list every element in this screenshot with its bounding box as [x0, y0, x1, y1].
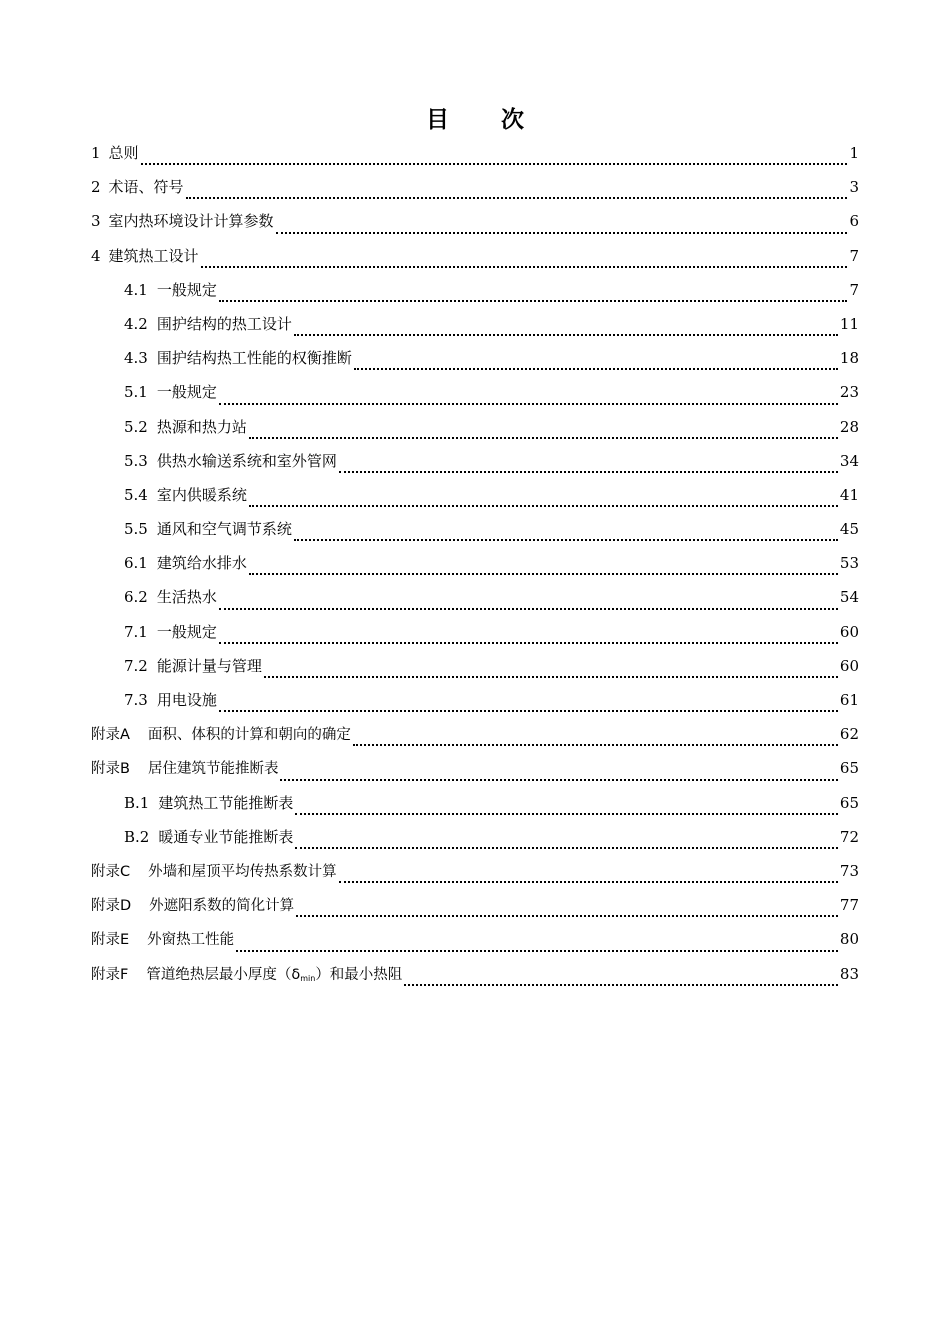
dot-leader — [141, 162, 848, 165]
toc-entry-page: 45 — [839, 520, 859, 539]
dot-leader — [294, 538, 838, 541]
toc-entry-page: 62 — [839, 725, 859, 744]
toc-entry-title: 一般规定 — [156, 622, 217, 641]
table-of-contents — [91, 140, 859, 995]
toc-entry-title: 总则 — [108, 144, 139, 162]
toc-entry[interactable] — [91, 448, 859, 482]
dot-leader — [219, 299, 848, 302]
toc-entry-title: 室内热环境设计计算参数 — [108, 212, 274, 231]
toc-entry-page: 28 — [839, 417, 859, 436]
toc-entry-page: 77 — [839, 896, 859, 915]
toc-entry-title: 居住建筑节能推断表 — [147, 761, 279, 778]
toc-entry-page: 6 — [849, 212, 859, 231]
toc-entry[interactable] — [91, 516, 859, 550]
toc-entry-title: 通风和空气调节系统 — [156, 520, 292, 539]
toc-entry[interactable] — [91, 892, 859, 926]
toc-entry[interactable] — [91, 824, 859, 858]
toc-entry-page: 80 — [839, 930, 859, 949]
toc-entry[interactable] — [91, 653, 859, 687]
dot-leader — [201, 265, 848, 268]
toc-entry-title: 建筑热工设计 — [108, 246, 199, 265]
toc-entry-number: 7.3 — [124, 691, 148, 709]
dot-leader — [353, 743, 838, 746]
toc-entry-number: 2 — [91, 178, 101, 197]
toc-entry-number: 附录B — [91, 761, 130, 778]
toc-entry-title: 建筑给水排水 — [156, 554, 247, 573]
toc-entry-number: B.1 — [124, 793, 150, 812]
toc-entry-title: 管道绝热层最小厚度$(\delta_{min})$和最小热阻 — [146, 966, 403, 983]
toc-entry-title: 围护结构热工性能的权衡推断 — [156, 349, 352, 368]
dot-leader — [339, 470, 838, 473]
toc-entry[interactable] — [91, 140, 859, 174]
dot-leader — [249, 504, 838, 507]
dot-leader — [354, 367, 838, 370]
dot-leader — [219, 402, 838, 405]
toc-entry[interactable] — [91, 619, 859, 653]
dot-leader — [295, 846, 838, 849]
dot-leader — [219, 709, 838, 712]
toc-entry-number: 5.5 — [124, 520, 148, 539]
toc-entry-title: 外墙和屋顶平均传热系数计算 — [148, 863, 337, 880]
toc-entry-page: 60 — [839, 622, 859, 641]
dot-leader — [219, 641, 838, 644]
toc-entry-number: 附录F — [91, 966, 129, 983]
toc-entry[interactable] — [91, 721, 859, 755]
toc-entry-number: 6.2 — [124, 588, 148, 607]
dot-leader — [296, 914, 838, 917]
toc-entry[interactable] — [91, 755, 859, 789]
page-title: 目 次 — [425, 107, 546, 133]
toc-entry-number: 附录D — [91, 898, 132, 915]
toc-entry-page: 73 — [839, 861, 859, 880]
dot-leader — [404, 983, 838, 986]
toc-entry[interactable] — [91, 926, 859, 960]
toc-entry-number: 5.4 — [124, 485, 148, 504]
dot-leader — [219, 607, 838, 610]
toc-entry-number: 6.1 — [124, 554, 148, 573]
toc-entry-page: 23 — [839, 383, 859, 402]
toc-entry-number: 3 — [91, 212, 101, 231]
toc-entry-title: 供热水输送系统和室外管网 — [156, 451, 337, 470]
toc-entry-title: 一般规定 — [156, 383, 217, 402]
toc-entry-number: 7.2 — [124, 656, 148, 675]
toc-entry-title: 热源和热力站 — [156, 417, 247, 436]
toc-entry-number: 1 — [91, 144, 101, 162]
toc-entry-number: 4.3 — [124, 349, 148, 368]
toc-entry-page: 18 — [839, 349, 859, 368]
toc-entry-title: 围护结构的热工设计 — [156, 314, 292, 333]
toc-entry-number: 附录C — [91, 863, 131, 880]
toc-entry-page: 65 — [839, 793, 859, 812]
toc-entry[interactable] — [91, 858, 859, 892]
toc-entry-title: 外遮阳系数的简化计算 — [149, 898, 295, 915]
toc-entry-page: 1 — [849, 144, 859, 162]
toc-entry-page: 11 — [839, 314, 859, 333]
toc-entry-number: 7.1 — [124, 622, 148, 641]
toc-entry-number: 4 — [91, 246, 101, 265]
toc-entry-number: 4.1 — [124, 280, 148, 299]
dot-leader — [276, 231, 848, 234]
toc-entry-title: 外窗热工性能 — [147, 932, 235, 949]
toc-entry[interactable] — [91, 961, 859, 995]
toc-entry-page: 53 — [839, 554, 859, 573]
toc-entry[interactable] — [91, 243, 859, 277]
toc-entry[interactable] — [91, 482, 859, 516]
toc-entry-number: 5.1 — [124, 383, 148, 402]
toc-entry-page: 34 — [839, 451, 859, 470]
toc-entry-title: 建筑热工节能推断表 — [158, 793, 294, 812]
dot-leader — [249, 436, 838, 439]
toc-entry-title: 面积、体积的计算和朝向的确定 — [147, 727, 351, 744]
toc-entry-title: 一般规定 — [156, 280, 217, 299]
toc-entry-number: 5.3 — [124, 451, 148, 470]
dot-leader — [236, 949, 838, 952]
toc-entry-title: 用电设施 — [156, 691, 217, 709]
toc-entry-title: 室内供暖系统 — [156, 485, 247, 504]
toc-entry-page: 7 — [849, 280, 859, 299]
toc-entry-page: 41 — [839, 485, 859, 504]
toc-entry-page: 3 — [849, 178, 859, 197]
dot-leader — [264, 675, 838, 678]
toc-entry-page: 7 — [849, 246, 859, 265]
toc-entry[interactable] — [91, 550, 859, 584]
toc-entry-title: 暖通专业节能推断表 — [158, 827, 294, 846]
toc-entry[interactable] — [91, 584, 859, 618]
toc-entry-page: 72 — [839, 827, 859, 846]
toc-entry[interactable] — [91, 345, 859, 379]
toc-entry[interactable] — [91, 277, 859, 311]
toc-entry[interactable] — [91, 379, 859, 413]
toc-entry-page: 54 — [839, 588, 859, 607]
toc-entry-number: 附录A — [91, 727, 130, 744]
toc-entry[interactable] — [91, 687, 859, 721]
dot-leader — [294, 333, 838, 336]
toc-entry-page: 65 — [839, 759, 859, 778]
dot-leader — [280, 778, 837, 781]
toc-entry[interactable] — [91, 174, 859, 208]
toc-entry-number: 5.2 — [124, 417, 148, 436]
toc-entry-title: 能源计量与管理 — [156, 656, 262, 675]
toc-entry-number: 4.2 — [124, 314, 148, 333]
dot-leader — [339, 880, 838, 883]
dot-leader — [186, 196, 848, 199]
dot-leader — [249, 572, 838, 575]
dot-leader — [295, 812, 838, 815]
toc-entry[interactable] — [91, 311, 859, 345]
toc-entry[interactable] — [91, 208, 859, 242]
toc-entry-page: 83 — [839, 964, 859, 983]
toc-entry[interactable] — [91, 414, 859, 448]
toc-entry-number: 附录E — [91, 932, 130, 949]
toc-entry-number: B.2 — [124, 827, 150, 846]
toc-entry-page: 61 — [839, 691, 859, 709]
toc-entry-title: 术语、符号 — [108, 178, 184, 197]
toc-entry-title: 生活热水 — [156, 588, 217, 607]
toc-entry-page: 60 — [839, 656, 859, 675]
toc-entry[interactable] — [91, 790, 859, 824]
